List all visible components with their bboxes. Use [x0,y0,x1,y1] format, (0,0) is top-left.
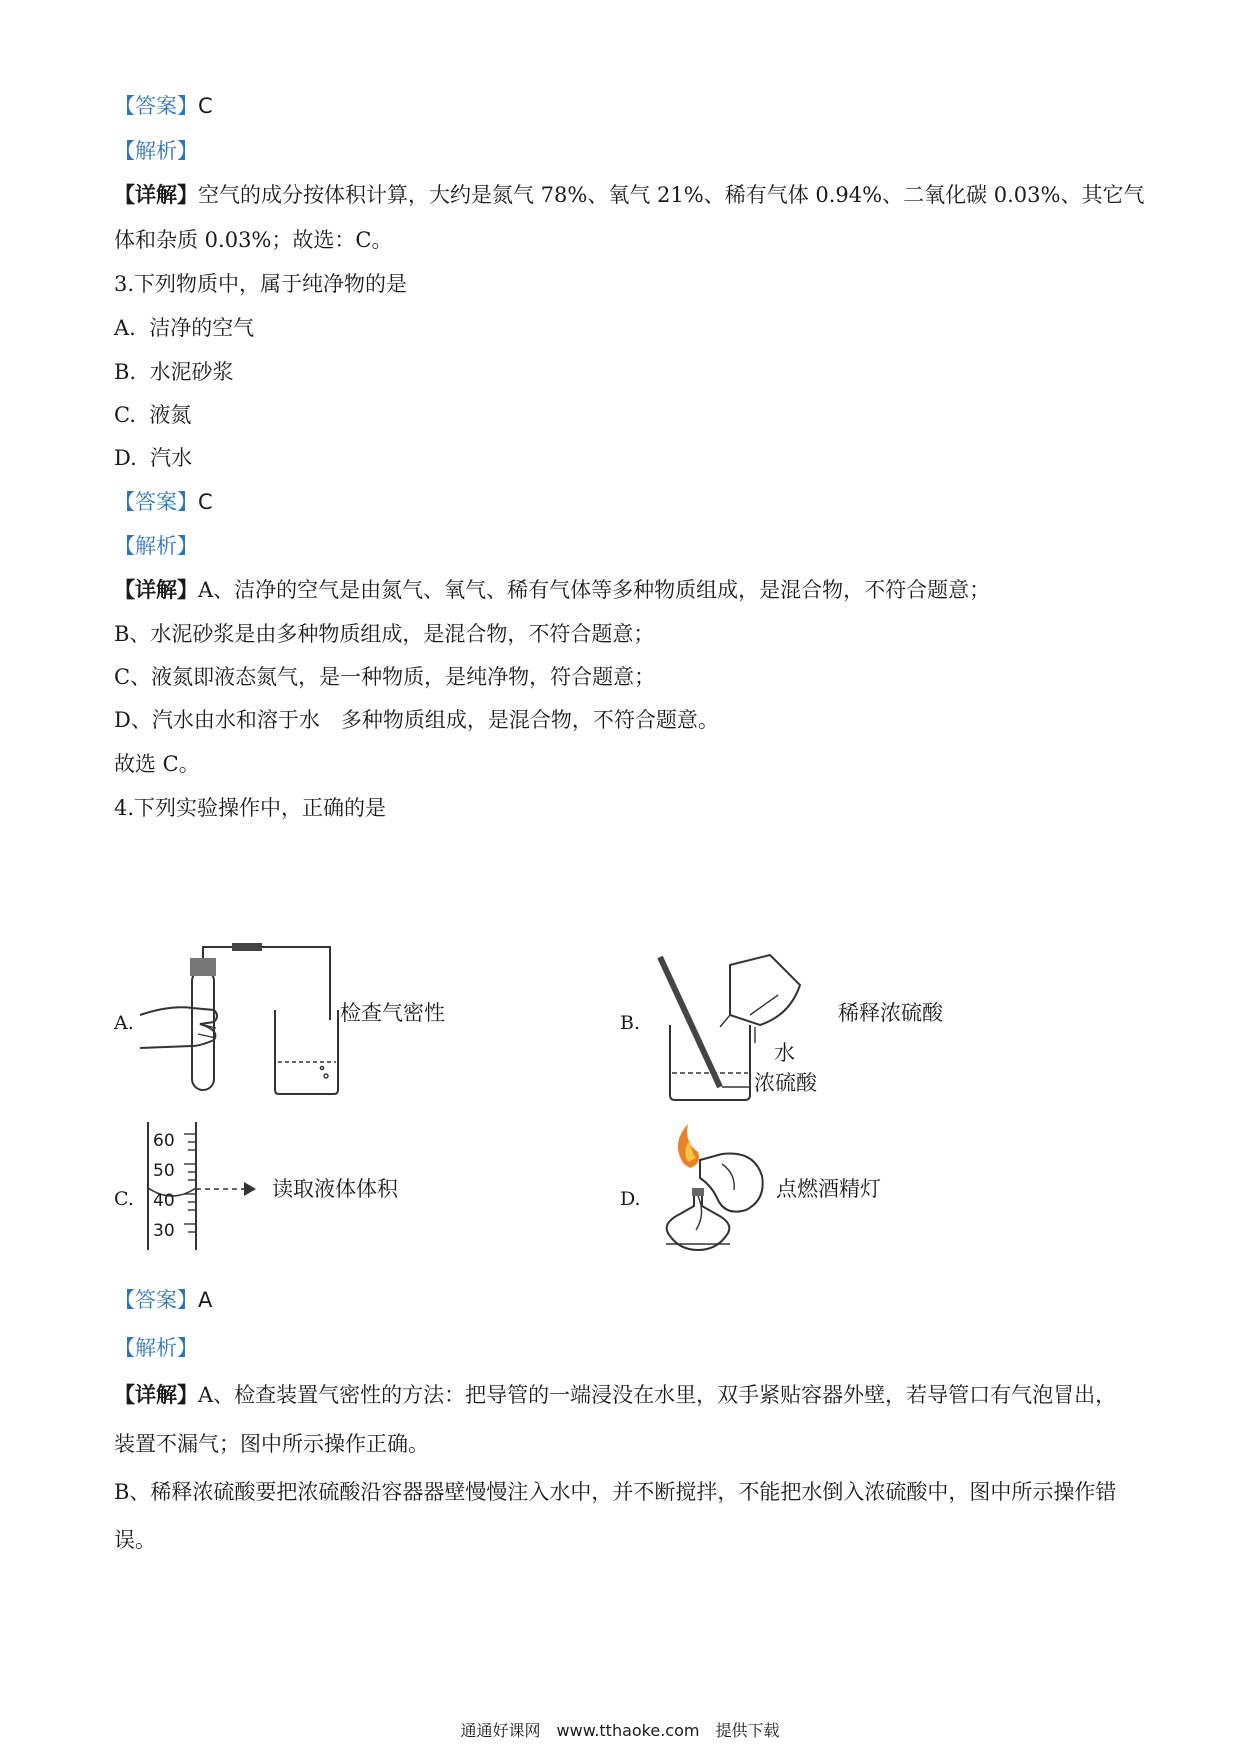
q2-answer [114,92,213,120]
option-text: 洁净的空气 [149,316,255,340]
option-text: 液氮 [149,403,192,427]
q4-detail-line-2: 装置不漏气；图中所示操作正确。 [114,1432,429,1456]
q4-option-a-letter: A. [114,1012,134,1034]
q4-detail-line-4: 误。 [114,1528,156,1552]
q3-detail-line-4: D、汽水由水和溶于水 多种物质组成，是混合物，不符合题意。 [114,708,719,732]
detail-tag: 【详解】 [114,182,198,207]
answer-value: C [198,490,213,514]
q4-option-c-letter: C. [114,1188,134,1210]
option-letter: D. [114,446,137,470]
q3-detail-line-2: B、水泥砂浆是由多种物质组成，是混合物，不符合题意； [114,622,655,646]
q3-option-a [114,314,254,342]
cylinder-tick-60: 60 [153,1131,175,1151]
q3-stem: 3.下列物质中，属于纯净物的是 [114,272,408,296]
q4-option-d-letter: D. [620,1188,641,1210]
cylinder-tick-50: 50 [153,1161,175,1181]
alcohol-lamp-icon [650,1124,780,1256]
detail-tag: 【详解】 [114,577,198,602]
q4-option-b-letter: B. [620,1012,641,1034]
cylinder-tick-30: 30 [153,1221,175,1241]
q4-option-d-caption: 点燃酒精灯 [776,1177,881,1201]
q2-detail-line-2: 体和杂质 0.03%；故选：C。 [114,228,393,252]
cylinder-tick-40: 40 [153,1191,175,1211]
answer-value: C [198,94,213,118]
option-letter: C. [114,403,136,427]
detail-tag: 【详解】 [114,1382,198,1407]
detail-text: A、检查装置气密性的方法：把导管的一端浸没在水里，双手紧贴容器外壁，若导管口有气泡冒出， [198,1383,1117,1407]
option-letter: A. [114,316,136,340]
q4-option-b-water-label: 水 [774,1041,795,1065]
answer-tag: 【答案】 [114,490,198,514]
q3-option-b [114,358,233,386]
q4-analysis-tag: 【解析】 [114,1336,198,1360]
option-text: 水泥砂浆 [149,360,234,384]
option-text: 汽水 [150,446,193,470]
q3-answer [114,488,213,516]
q3-option-d [114,444,192,472]
answer-tag: 【答案】 [114,94,198,118]
q2-analysis-tag: 【解析】 [114,139,198,163]
airtightness-apparatus-icon [140,950,340,1100]
q3-detail-line-5: 故选 C。 [114,752,200,776]
q4-option-c-caption: 读取液体体积 [272,1177,398,1201]
q3-detail-line-1 [114,576,990,604]
answer-value: A [198,1288,213,1312]
q4-option-b-acid-label: 浓硫酸 [754,1071,817,1095]
q4-detail-line-3: B、稀释浓硫酸要把浓硫酸沿容器器壁慢慢注入水中，并不断搅拌，不能把水倒入浓硫酸中，图中所示操作错 [114,1480,1117,1504]
q4-option-b-caption: 稀释浓硫酸 [838,1001,943,1025]
q3-analysis-tag: 【解析】 [114,534,198,558]
detail-text: A、洁净的空气是由氮气、氧气、稀有气体等多种物质组成，是混合物，不符合题意； [198,578,991,602]
detail-text: 空气的成分按体积计算，大约是氮气 78%、氧气 21%、稀有气体 0.94%、二氧化碳 0.03%、其它气 [198,183,1145,207]
page-footer: 通通好课网 www.tthaoke.com 提供下载 [460,1721,780,1740]
q4-detail-line-1 [114,1381,1116,1409]
dilute-acid-apparatus-icon [650,955,850,1105]
q4-stem: 4.下列实验操作中，正确的是 [114,796,387,820]
q4-option-a-caption: 检查气密性 [340,1001,445,1025]
answer-tag: 【答案】 [114,1288,198,1312]
option-letter: B. [114,360,137,384]
q3-detail-line-3: C、液氮即液态氮气，是一种物质，是纯净物，符合题意； [114,665,656,689]
q2-detail-line-1 [114,181,1144,209]
q4-answer-row [114,1286,212,1314]
q3-option-c [114,401,191,429]
